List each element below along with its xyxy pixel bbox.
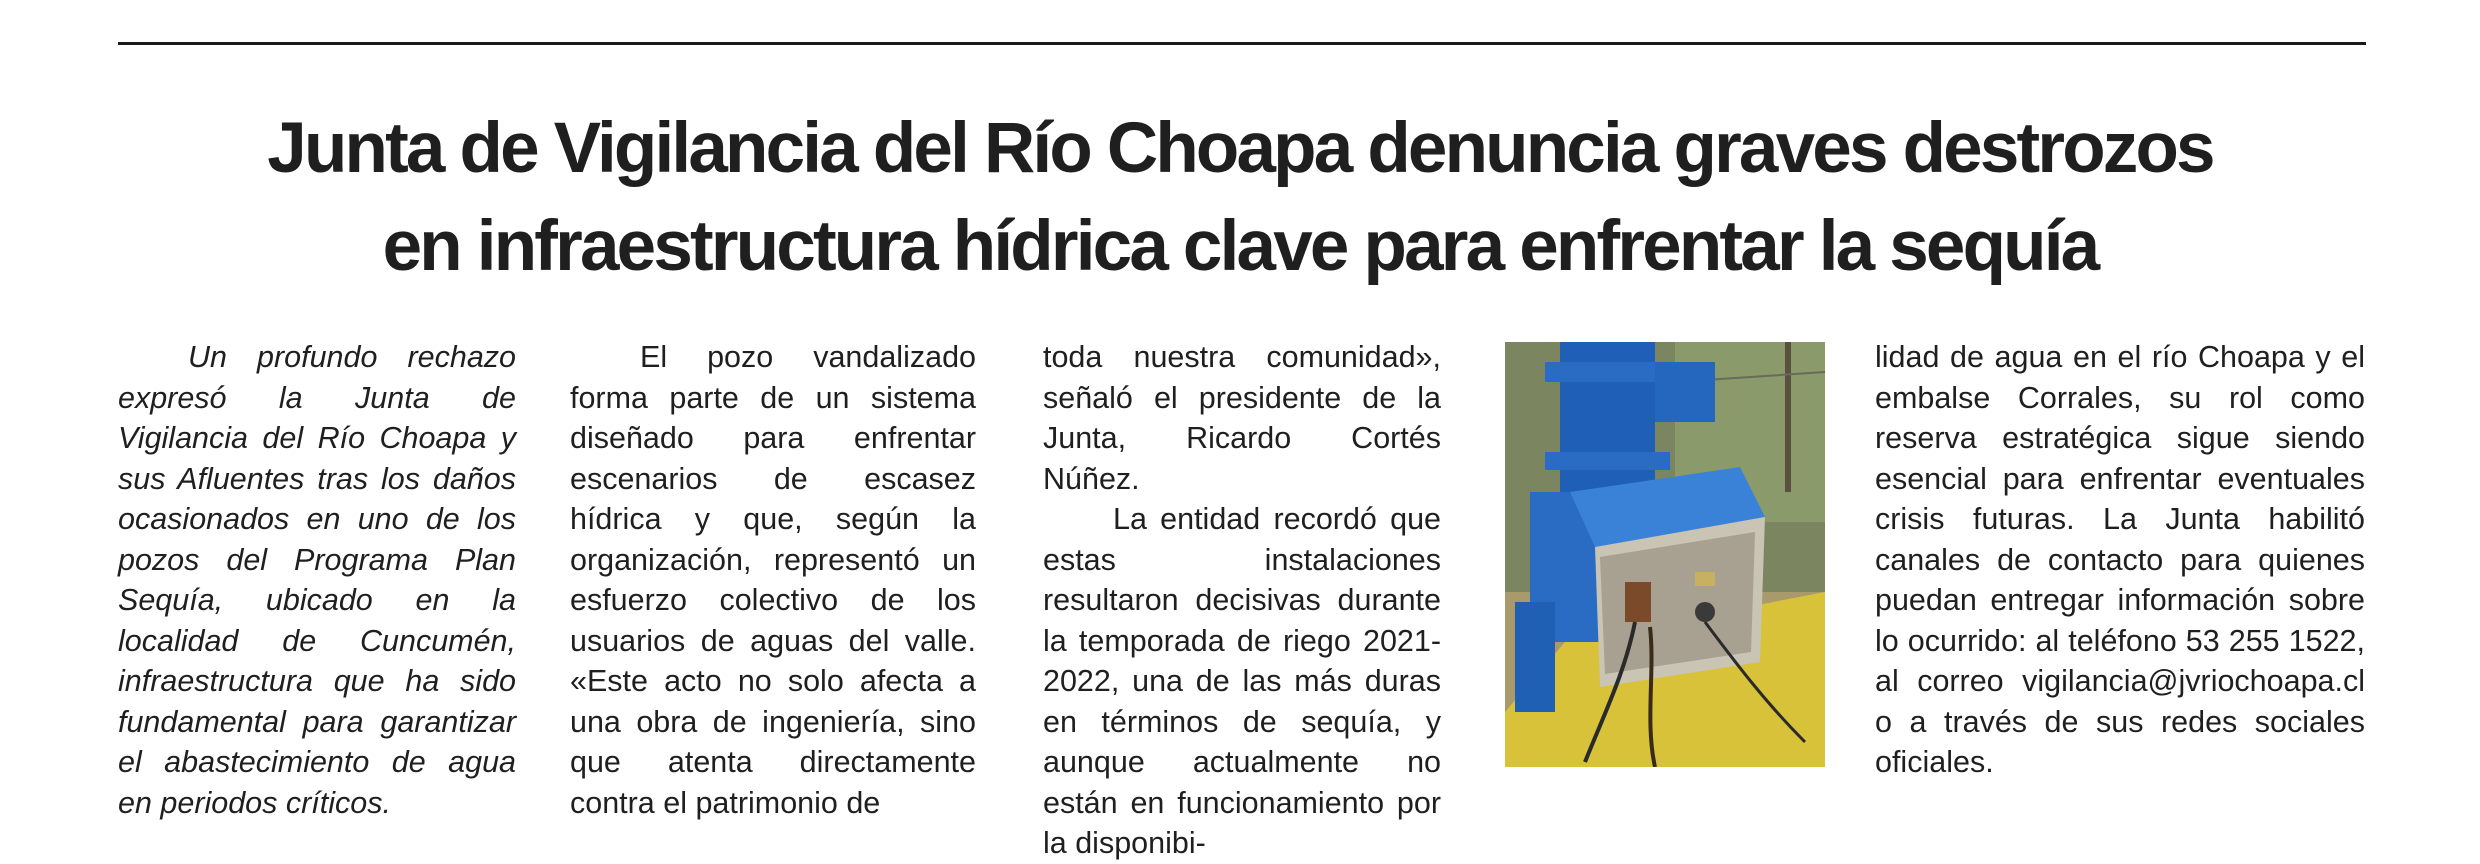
column-5 [1875,337,2365,783]
lede-paragraph: Un profundo rechazo expresó la Junta de Vigilancia del Río Choapa y sus Afluentes tras los daños ocasionados en uno de los pozos del Programa Plan Sequía, ubicado en la localidad de Cuncumén, infraestructura que ha sido fundamental para garantizar el abastecimiento de agua en periodos críticos. [118,340,516,820]
article-headline [60,100,2420,296]
body-paragraph-2: El pozo vandalizado forma parte de un sistema diseñado para enfrentar escenarios de escasez hídrica y que, según la organización, representó un esfuerzo colectivo de los usuarios de aguas del valle. «Este acto no solo afecta a una obra de ingeniería, sino que atenta directamente contra el patrimonio de [570,340,976,820]
body-paragraph-3-continued: lidad de agua en el río Choapa y el embalse Corrales, su rol como reserva estratégica sigue siendo esencial para enfrentar eventuales crisis futuras. La Junta habilitó canales de contacto para quienes puedan entregar información sobre lo ocurrido: al teléfono 53 255 1522, al correo vigilancia@jvriochoapa.cl o a través de sus redes sociales oficiales. [1875,340,2365,779]
headline-line-2: en infraestructura hídrica clave para enfrentar la sequía [382,207,2098,286]
column-1 [118,337,516,823]
headline-line-1: Junta de Vigilancia del Río Choapa denuncia graves destrozos [267,109,2213,188]
body-paragraph-3: La entidad recordó que estas instalaciones resultaron decisivas durante la temporada de riego 2021-2022, una de las más duras en términos de sequía, y aunque actualmente no están en funcionamiento por la disponibi- [1043,502,1441,860]
column-3 [1043,337,1441,864]
body-paragraph-2-continued: toda nuestra comunidad», señaló el presidente de la Junta, Ricardo Cortés Núñez. [1043,340,1441,496]
article-photo [1505,342,1825,767]
top-rule [118,42,2366,45]
vandalized-pump-photo [1505,342,1825,767]
column-2 [570,337,976,823]
